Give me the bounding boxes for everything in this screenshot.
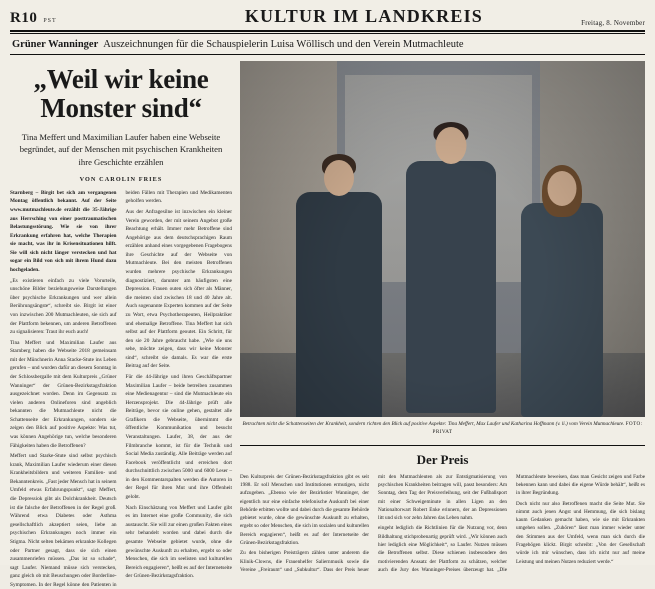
standfirst: Tina Meffert und Maximilian Laufer haben eine Webseite begründet, auf der Menschen mit psychischen Krankheiten ihre Geschichte erzählen: [19, 132, 223, 167]
kicker-text: Auszeichnungen für die Schauspielerin Luisa Wöllisch und den Verein Mutmachleute: [103, 39, 464, 50]
sidebar-paragraph: Zu den bisherigen Preisträgern zählen unter anderem die Klinik-Clowns, die Frauenhelfer Saliernmusik sowie die Vereine „Freiraum“ und „Subkultur“. Dass der Preis heuer mit den Mutmachleuten als zur Entstigmatisierung von psychischen Krankheiten beitragen will, passt besonders: Am Sonntag, dem Tag der Preisverleihung, seit der Fußballsport mit einer Schweigeminute in allen Ligen an den Nationaltorwart Robert Enke erinnern, der an Depressionen litt und sich vor zehn Jahren das Leben nahm.: [240, 473, 507, 574]
article-paragraph: Für die 44-Jährige und ihren Geschäftspartner Maximilian Laufer – beide betreiben zusammen eine Medienagentur – sind die Mutmachleute ein Herzensprojekt. Die 44-Jährige prüft alle Beiträge, bevor sie online gehen, gestaltet alle Grafikern die Webseite, übernimmt die öffentliche Kommunikation und besucht Veranstaltungen. Laufer, 38, der aus der Filmbranche kommt, ist für die Technik und Social Media zuständig. Alle Beiträge werden auf Facebook veröffentlicht und erreichen dort durchschnittlich zwischen 5000 und 6000 Leser – in den Kommentarspalten werden die Autoren in der Regel für ihren Mut und ihre Offenheit gelobt.: [125, 373, 232, 501]
sidebar-paragraph: Doch nicht nur also Betroffenen macht die Seite Mut. Sie nimmt auch jenen Angst und Hemmung, die sich bislang kaum Gedanken gemacht haben, wie sie mit Erkrankten umgehen sollen. „Zuhören“ lässt man immer wieder unter den Stimmen aus der Umfeld, wenn man sich durch die Fragebögen klickt. Birgit schreibt: „Von der Gesellschaft würde ich mir wünschen, dass ich nicht nur auf meine Leistung und meinen Nutzen reduziert werde.“: [516, 500, 645, 565]
photo-vignette: [240, 61, 645, 417]
byline: VON CAROLIN FRIES: [79, 175, 163, 183]
photo-and-sidebar-column: [240, 61, 645, 574]
page-edition-code: PST: [43, 18, 57, 24]
photo-credit: FOTO: PRIVAT: [432, 421, 643, 435]
kicker-strong: Grüner Wanninger: [12, 39, 99, 50]
kicker-row: [10, 34, 645, 55]
sidebar-paragraph: eingeht lediglich die Richtlinien für die Nutzung vor, denn Bildhaltung stichprobenartig geprüft wird. „Wir können auch hier lediglich eine Möglichkeit“, so Laufer. Nutzen müssen die Betroffenen selbst. Diese schienen insbesondere den motivierenden Anssatz der Plattform zu schätzen, welcher auch die Jury des Wanninger-Preises überzeugt hat. „Die Mutmachleute beweisen, dass man Gesicht zeigen und Farbe bekennen kann und dabei die eigene Würde behält“, heißt es in ihrer Begründung.: [378, 473, 645, 574]
article-paragraph: Meffert und Starke-Stute sind selbst psychisch krank, Maximilian Laufer wiederum einer diesen Krankheitsbildern und weiteren Familien- und Bekanntenkreis. „Fast jeder Mensch hat in seinem Umfeld etwas Erfahrungspunkt“, sagt Meffert, die Depressiok gibt als Dolchkrankheit. Deutsch ist die falsche der Betroffenen in der Regel groß. Während etwa Diabetes oder Asthma gesellschaftlich akzeptiert seien, liebe an psychischen Erkrankungen noch immer ein Stigma. Nicht selten bekämen erkrankte Kollegen oder Partner gesagt, dass sie sich einen zusammenriefen müssen. „Das ist so schade“, sagt Laufer. Niemand müsse sich verstecken, ganz gleich ob mit Beuschungen oder Borderline-Symptomen. In der Regel könne den Patienten in beiden Fällen mit Therapien und Medikamenten geholfen werden.: [10, 189, 232, 588]
article-paragraph: Tina Meffert und Maximilian Laufer aus Starnberg haben die Webseite 2018 gemeinsam mit der Münchnerin Anna Stacke-Stute ins Leben gerufen – und wurden dafür an diesem Sonntag in der Schlossbergalle mit dem Kulturpreis „Grüner Wanninger“ der Grünen-Bezirkstagsfraktion ausgezeichnet worden. Denn im Gegensatz zu vielen anderen Onlineforen sind angeblich bekannten die Mutmachleute nicht die Schattenseite der Erkrankungen, sondern sie zeigen den Blick auf positive Aspekte: Was tut, was können Angehörige tun, welche besonderen Fähigkeiten haben die Betroffenen?: [10, 339, 117, 449]
content-grid: [10, 61, 645, 588]
headline-line-2: Monster sind“: [40, 92, 202, 123]
section-title: KULTUR IM LANDKREIS: [244, 6, 483, 26]
article-photo: [240, 61, 645, 417]
article-paragraph: „Es existieren einfach zu viele Vorurteile, unschöne Bilder beziehungsweise Darstellungen über psychische Erkrankungen und wer allein Berührungsängste“, schreibt sie. Birgit ist einer von inzwischen 200 Mutmachleuten, sie sich auf der Plattform bekennen, um anderen Betroffenen zu signalisieren: Traut ihr euch auch!: [10, 277, 117, 336]
photo-caption: [242, 421, 643, 437]
article-column: [10, 61, 232, 588]
sidebar-paragraph: Den Kulturpreis der Grünen-Bezirkstagsfraktion gibt es seit 1988. Er soll Menschen und Institutionen ermutigen, nicht aufzugeben. „Ebenso wie der Bezirkstier Wanninger, der eigentlich nur eine einfache telefonische Auskunft bei einer Behörde erbitten wollte und dabei durch die gesamte Behörde gebietet wurde, ohne die gewünschte Auskunft zu erhalten, ergebt so oder Menschen, die sich im sozialen und kulturellen Bereich engagieren“, heißt es auf der Internetseite der Grünen-Bezirkstagsfraktion.: [240, 473, 369, 547]
article-paragraph: Nach Einschätzung von Meffert und Laufer gibt es im Internet eine große Community, die sich austauscht. Sie will zur einen großen Fakten eines sehr behandelt worden und dabei durch die gesamte Webseite gebietet wurde, ohne die gewünschte Auskunft zu erhalten, ergebt so oder Menschen, die sich im seelisten und kulturellen Bereich engagieren“, heißt es auf der Internetseite der Grünen-Bezirkstagsfraktion.: [125, 504, 232, 580]
article-paragraph: Aus der Anfragesilne ist inzwischen ein kleiner Verein geworden, der mit seinem Angebot große Beachtung erhält. Immer mehr Betroffene sind Angehörige aus dem deutschsprachigen Raum erzählen anhand eines vorgegebenen Fragebogens ihre Geschichte auf der Webseite von Mutmachleute. Bei den meisten Betroffenen wurden mehrere psychische Erkrankungen diagnostiziert, darunter am häufigsten eine Depression. Frauen outen sich öfter als Männer, die meisten sind zwischen 18 und 40 Jahre alt. Auch sogenannte Experten kommen auf der Seite zu Wort, etwa Psychotherapeuten, Heilpraktiker und ehemalige Betroffene. Tina Meffert hat sich selbst auf der Plattform geoutet. Ein Schritt, für den sie 20 Jahre gebraucht habe. „Wie sie uns sehe, möchte zeigen, dass wir keine Monster sind“, schreibt sie damals. Es war die erste Beitrag auf der Seite.: [125, 208, 232, 370]
sidebar-body: [240, 473, 645, 575]
sidebar-title: Der Preis: [416, 451, 469, 467]
page-number: R10: [10, 10, 38, 26]
masthead-left: [10, 10, 57, 27]
article-body: [10, 189, 232, 589]
masthead: [10, 6, 645, 32]
article-paragraph: Starnberg – Birgit bet sich am vergangenen Montag öffentlich bekannt. Auf der Seite www.mutmachleute.de erzählt die 35-Jährige aus Herrsching von einer posttraumatischen Belastungsstörung. Wie sie von ihrer Erkrankung erfahren hat, welche Therapien sie macht, was ihr in Krisensituationen hilft. Sie will sich nicht länger verstecken und hat sogar ein Bild von sich mit ihrem Hund dazu hochgeladen.: [10, 189, 117, 274]
headline-line-1: „Weil wir keine: [33, 64, 209, 94]
sidebar-der-preis: [240, 445, 645, 575]
page-title: [10, 65, 232, 122]
photo-caption-text: Betrachten nicht die Schattenseiten der Krankheit, sondern richten den Blick auf positive Aspekte: Tina Meffert, Max Laufer und Katharina Hoffmann (v. li.) vom Verein Mutmachleute.: [242, 421, 625, 427]
issue-date: Freitag, 8. November: [581, 19, 645, 27]
